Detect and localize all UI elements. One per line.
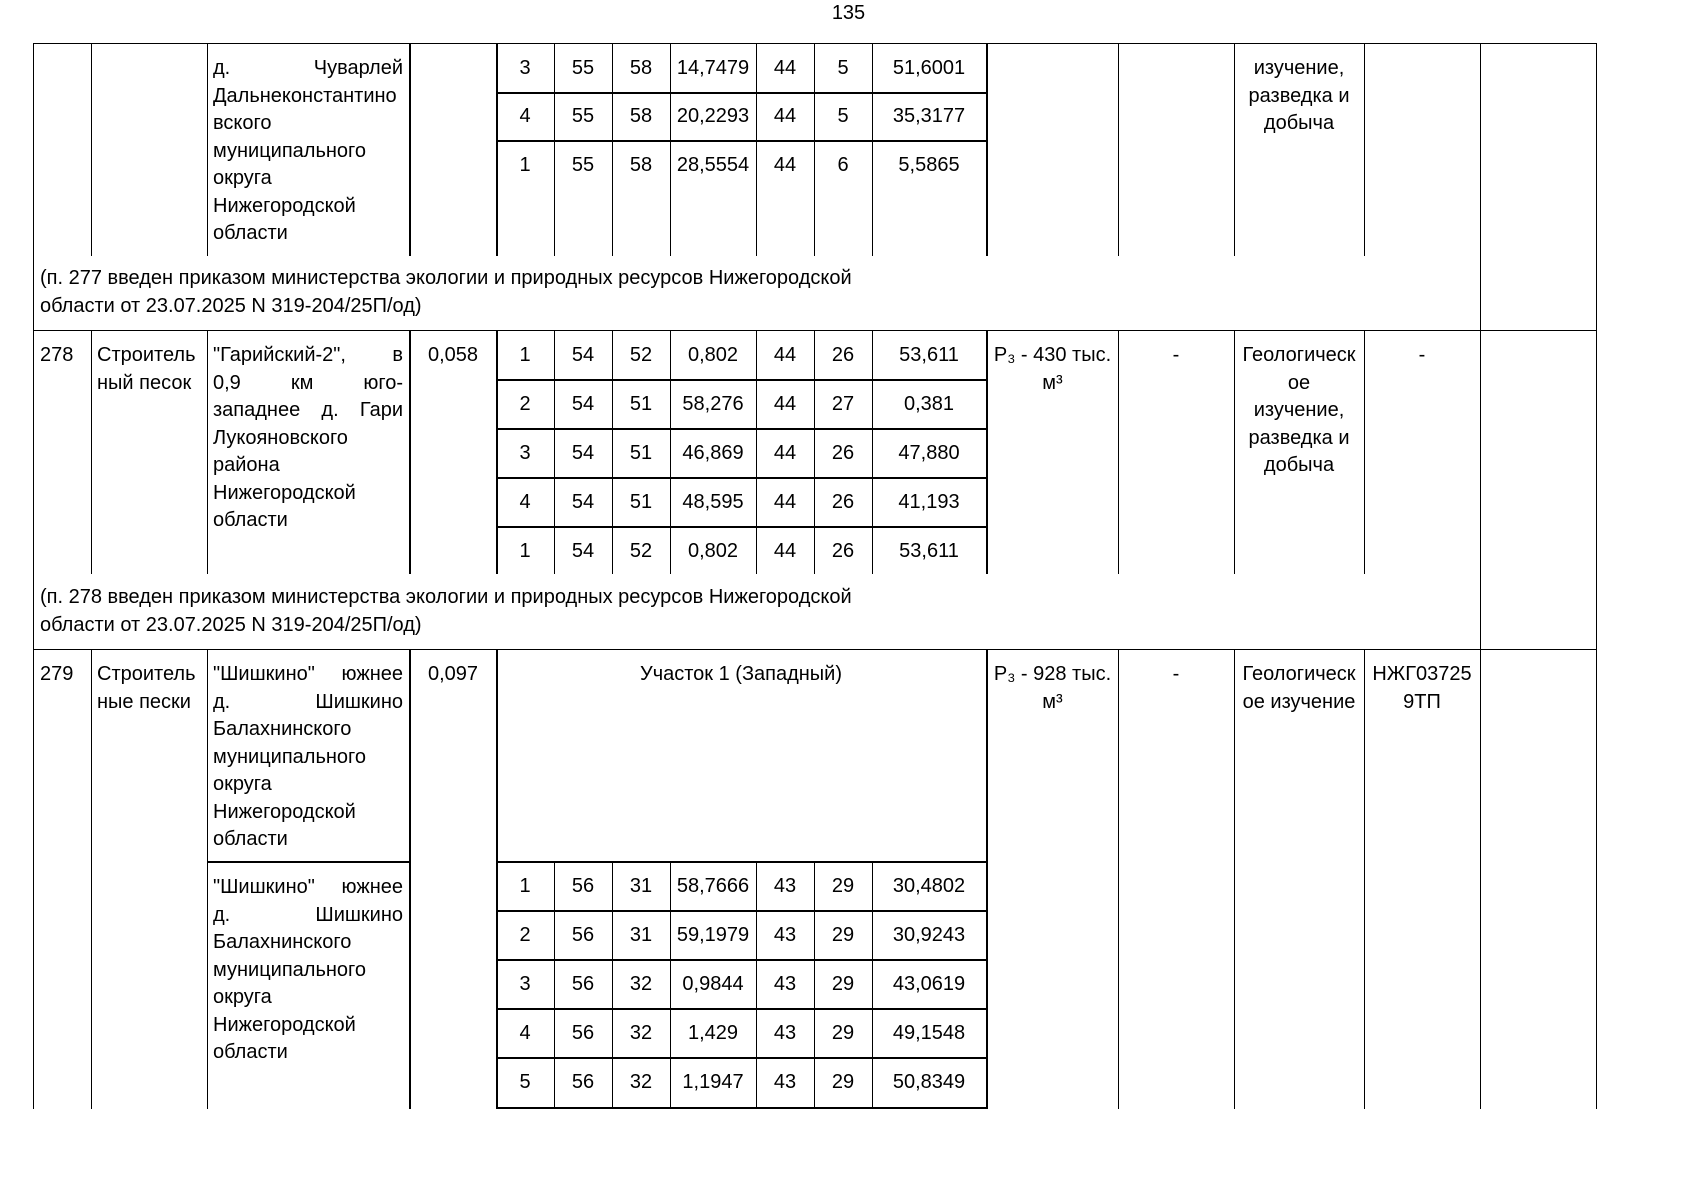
lon-seconds: 49,1548 xyxy=(892,1022,966,1044)
dash-cell: - xyxy=(1172,663,1180,685)
lon-degrees: 43 xyxy=(773,1071,797,1093)
point-number: 3 xyxy=(519,442,531,464)
lat-seconds: 1,429 xyxy=(687,1022,739,1044)
lat-seconds: 0,802 xyxy=(687,540,739,562)
lon-degrees: 43 xyxy=(773,875,797,897)
lat-seconds: 58,276 xyxy=(682,393,744,415)
mineral-line: ные пески xyxy=(97,690,191,713)
lat-degrees: 55 xyxy=(571,154,595,176)
lat-minutes: 52 xyxy=(629,344,653,366)
grid-line xyxy=(496,959,987,961)
lat-minutes: 51 xyxy=(629,393,653,415)
grid-line xyxy=(496,140,987,142)
grid-line xyxy=(986,43,988,256)
lat-seconds: 28,5554 xyxy=(676,154,750,176)
lat-seconds: 0,9844 xyxy=(682,973,744,995)
purpose-line: изучение, xyxy=(1253,399,1345,421)
grid-line xyxy=(1596,43,1597,1109)
lat-minutes: 31 xyxy=(629,875,653,897)
location-word: в xyxy=(392,344,403,366)
purpose-line: разведка и xyxy=(1248,426,1350,449)
grid-line xyxy=(33,649,1597,650)
resources-unit: м³ xyxy=(1042,371,1063,394)
grid-line xyxy=(1480,43,1481,1109)
grid-line xyxy=(496,92,987,94)
location-line: Нижегородской xyxy=(213,481,356,504)
lat-degrees: 54 xyxy=(571,540,595,562)
entry-number: 278 xyxy=(40,344,74,366)
purpose-line: добыча xyxy=(1263,112,1335,134)
location-cell xyxy=(213,661,403,854)
grid-line xyxy=(496,379,987,381)
grid-line xyxy=(409,649,411,1109)
lon-seconds: 0,381 xyxy=(903,393,955,415)
location-word: д. xyxy=(321,399,339,421)
grid-line xyxy=(1364,43,1365,256)
purpose-line: добыча xyxy=(1263,454,1335,476)
amendment-note xyxy=(40,584,852,639)
location-line: района xyxy=(213,454,280,476)
location-word: "Шишкино" xyxy=(213,876,315,898)
lat-degrees: 56 xyxy=(571,875,595,897)
lon-minutes: 29 xyxy=(831,973,855,995)
point-number: 4 xyxy=(519,105,531,127)
lon-minutes: 29 xyxy=(831,875,855,897)
location-word: Шишкино xyxy=(315,903,403,926)
grid-line xyxy=(1118,43,1119,256)
location-word: км xyxy=(290,371,314,394)
purpose-line: ое изучение xyxy=(1242,690,1356,713)
lon-seconds: 50,8349 xyxy=(892,1071,966,1093)
purpose-cell xyxy=(1234,661,1364,716)
point-number: 1 xyxy=(519,875,531,897)
lon-minutes: 26 xyxy=(831,344,855,366)
grid-line xyxy=(33,43,34,1109)
lat-minutes: 58 xyxy=(629,105,653,127)
amendment-note xyxy=(40,265,852,320)
lon-seconds: 30,4802 xyxy=(892,875,966,897)
purpose-line: ое xyxy=(1287,371,1311,394)
lon-minutes: 29 xyxy=(831,1022,855,1044)
location-cell xyxy=(213,874,403,1067)
lon-minutes: 29 xyxy=(831,1071,855,1093)
point-number: 3 xyxy=(519,57,531,79)
note-line: области от 23.07.2025 N 319-204/25П/од) xyxy=(40,294,422,317)
grid-line xyxy=(33,43,1597,44)
location-line xyxy=(213,874,403,902)
point-number: 1 xyxy=(519,154,531,176)
license-line: 9ТП xyxy=(1403,690,1441,713)
license-cell: - xyxy=(1418,344,1426,366)
lat-seconds: 14,7479 xyxy=(676,57,750,79)
location-word: д. xyxy=(213,690,231,713)
resources-line: P₃ - 928 тыс. xyxy=(993,663,1112,685)
point-number: 2 xyxy=(519,924,531,946)
location-line: муниципального xyxy=(213,958,367,981)
location-word: Гари xyxy=(359,399,403,421)
grid-line xyxy=(91,43,92,256)
mineral-line: Строитель xyxy=(97,663,196,685)
lat-minutes: 32 xyxy=(629,1071,653,1093)
point-number: 5 xyxy=(519,1071,531,1093)
grid-line xyxy=(91,330,92,574)
lat-minutes: 32 xyxy=(629,1022,653,1044)
location-line: Нижегородской xyxy=(213,194,356,217)
location-line: муниципального xyxy=(213,745,367,768)
grid-line xyxy=(496,1057,987,1059)
license-cell xyxy=(1364,661,1480,716)
location-word: Шишкино xyxy=(315,690,403,713)
grid-line xyxy=(207,330,208,574)
page-number: 135 xyxy=(831,2,866,24)
lon-seconds: 41,193 xyxy=(898,491,960,513)
location-line: Нижегородской xyxy=(213,800,356,823)
lat-degrees: 56 xyxy=(571,1022,595,1044)
license-line: НЖГ03725 xyxy=(1372,663,1472,685)
lon-degrees: 43 xyxy=(773,1022,797,1044)
lon-seconds: 5,5865 xyxy=(898,154,960,176)
grid-line xyxy=(1118,649,1119,1109)
entry-number: 279 xyxy=(40,663,74,685)
lat-minutes: 52 xyxy=(629,540,653,562)
location-word: юго- xyxy=(363,371,403,394)
resources-cell xyxy=(987,661,1118,716)
lat-minutes: 51 xyxy=(629,442,653,464)
lon-degrees: 44 xyxy=(773,344,797,366)
lat-degrees: 54 xyxy=(571,491,595,513)
location-line: Нижегородской xyxy=(213,1013,356,1036)
lon-degrees: 44 xyxy=(773,491,797,513)
location-line: области xyxy=(213,828,288,850)
resources-unit: м³ xyxy=(1042,690,1063,713)
lat-seconds: 58,7666 xyxy=(676,875,750,897)
note-line: области от 23.07.2025 N 319-204/25П/од) xyxy=(40,613,422,636)
grid-line xyxy=(496,428,987,430)
lon-seconds: 53,611 xyxy=(899,540,959,562)
lon-seconds: 47,880 xyxy=(898,442,960,464)
location-line: области xyxy=(213,509,288,531)
lon-minutes: 6 xyxy=(837,154,849,176)
point-number: 3 xyxy=(519,973,531,995)
lat-degrees: 55 xyxy=(571,105,595,127)
lat-seconds: 0,802 xyxy=(687,344,739,366)
grid-line xyxy=(496,910,987,912)
lon-seconds: 51,6001 xyxy=(892,57,966,79)
location-line: округа xyxy=(213,167,272,189)
area-cell: 0,058 xyxy=(427,344,479,366)
lat-minutes: 32 xyxy=(629,973,653,995)
grid-line xyxy=(496,477,987,479)
resources-cell xyxy=(987,342,1118,397)
lat-seconds: 59,1979 xyxy=(676,924,750,946)
location-word: южнее xyxy=(341,663,403,685)
location-line: области xyxy=(213,1041,288,1063)
grid-line xyxy=(207,861,410,863)
lon-degrees: 44 xyxy=(773,105,797,127)
lat-degrees: 54 xyxy=(571,442,595,464)
location-line xyxy=(213,342,403,370)
location-word: д. xyxy=(213,57,231,79)
lon-minutes: 27 xyxy=(831,393,855,415)
resources-line: P₃ - 430 тыс. xyxy=(993,344,1112,366)
location-line: муниципального xyxy=(213,139,367,162)
location-line: области xyxy=(213,222,288,244)
location-word: "Гарийский-2", xyxy=(213,344,346,366)
location-line xyxy=(213,661,403,689)
location-line: Лукояновского xyxy=(213,426,348,449)
grid-line xyxy=(33,330,1597,331)
lon-degrees: 44 xyxy=(773,393,797,415)
area-cell: 0,097 xyxy=(427,663,479,685)
section-title: Участок 1 (Западный) xyxy=(639,663,843,685)
point-number: 1 xyxy=(519,540,531,562)
lon-degrees: 44 xyxy=(773,154,797,176)
location-word: 0,9 xyxy=(213,371,241,394)
dash-cell: - xyxy=(1172,344,1180,366)
note-line: (п. 277 введен приказом министерства экологии и природных ресурсов Нижегородской xyxy=(40,267,852,289)
lon-seconds: 53,611 xyxy=(899,344,959,366)
location-cell xyxy=(213,342,403,535)
mineral-cell xyxy=(97,661,196,716)
purpose-line: Геологическ xyxy=(1242,663,1356,685)
lon-minutes: 5 xyxy=(837,105,849,127)
grid-line xyxy=(496,1107,987,1109)
grid-line xyxy=(1364,649,1365,1109)
lat-minutes: 58 xyxy=(629,154,653,176)
lon-minutes: 26 xyxy=(831,540,855,562)
grid-line xyxy=(409,43,411,256)
location-line xyxy=(213,370,403,398)
location-word: "Шишкино" xyxy=(213,663,315,685)
lat-seconds: 20,2293 xyxy=(676,105,750,127)
grid-line xyxy=(496,861,987,863)
point-number: 4 xyxy=(519,1022,531,1044)
purpose-cell xyxy=(1234,342,1364,480)
grid-line xyxy=(207,649,208,1109)
location-line xyxy=(213,689,403,717)
lat-degrees: 56 xyxy=(571,1071,595,1093)
lon-minutes: 29 xyxy=(831,924,855,946)
grid-line xyxy=(986,649,988,1109)
lat-minutes: 58 xyxy=(629,57,653,79)
lat-degrees: 56 xyxy=(571,924,595,946)
grid-line xyxy=(207,43,208,256)
lat-degrees: 54 xyxy=(571,344,595,366)
lat-degrees: 54 xyxy=(571,393,595,415)
lat-seconds: 48,595 xyxy=(682,491,744,513)
location-line: Дальнеконстантино xyxy=(213,84,397,107)
purpose-line: разведка и xyxy=(1248,84,1350,107)
lon-seconds: 43,0619 xyxy=(892,973,966,995)
location-line xyxy=(213,55,403,83)
lon-degrees: 43 xyxy=(773,924,797,946)
location-cell xyxy=(213,55,403,248)
mineral-cell xyxy=(97,342,196,397)
lon-degrees: 44 xyxy=(773,57,797,79)
point-number: 1 xyxy=(519,344,531,366)
lat-minutes: 31 xyxy=(629,924,653,946)
location-line: округа xyxy=(213,986,272,1008)
lon-seconds: 30,9243 xyxy=(892,924,966,946)
lat-degrees: 56 xyxy=(571,973,595,995)
lon-minutes: 26 xyxy=(831,491,855,513)
lon-minutes: 5 xyxy=(837,57,849,79)
grid-line xyxy=(91,649,92,1109)
location-word: западнее xyxy=(213,399,301,421)
location-line: округа xyxy=(213,773,272,795)
location-line xyxy=(213,902,403,930)
lon-minutes: 26 xyxy=(831,442,855,464)
purpose-cell xyxy=(1234,55,1364,138)
note-line: (п. 278 введен приказом министерства экологии и природных ресурсов Нижегородской xyxy=(40,586,852,608)
grid-line xyxy=(1234,649,1235,1109)
location-line: вского xyxy=(213,112,272,134)
lat-seconds: 1,1947 xyxy=(682,1071,744,1093)
grid-line xyxy=(496,1008,987,1010)
lon-degrees: 44 xyxy=(773,540,797,562)
mineral-line: ный песок xyxy=(97,371,192,394)
lon-seconds: 35,3177 xyxy=(892,105,966,127)
lat-minutes: 51 xyxy=(629,491,653,513)
location-line: Балахнинского xyxy=(213,718,352,740)
lat-degrees: 55 xyxy=(571,57,595,79)
mineral-line: Строитель xyxy=(97,344,196,366)
lon-degrees: 43 xyxy=(773,973,797,995)
location-word: южнее xyxy=(341,876,403,898)
purpose-line: Геологическ xyxy=(1242,344,1356,366)
grid-line xyxy=(496,526,987,528)
lat-seconds: 46,869 xyxy=(682,442,744,464)
point-number: 2 xyxy=(519,393,531,415)
lon-degrees: 44 xyxy=(773,442,797,464)
location-word: Чуварлей xyxy=(313,57,403,79)
location-line xyxy=(213,397,403,425)
location-line: Балахнинского xyxy=(213,931,352,953)
purpose-line: изучение, xyxy=(1253,57,1345,79)
point-number: 4 xyxy=(519,491,531,513)
location-word: д. xyxy=(213,903,231,926)
